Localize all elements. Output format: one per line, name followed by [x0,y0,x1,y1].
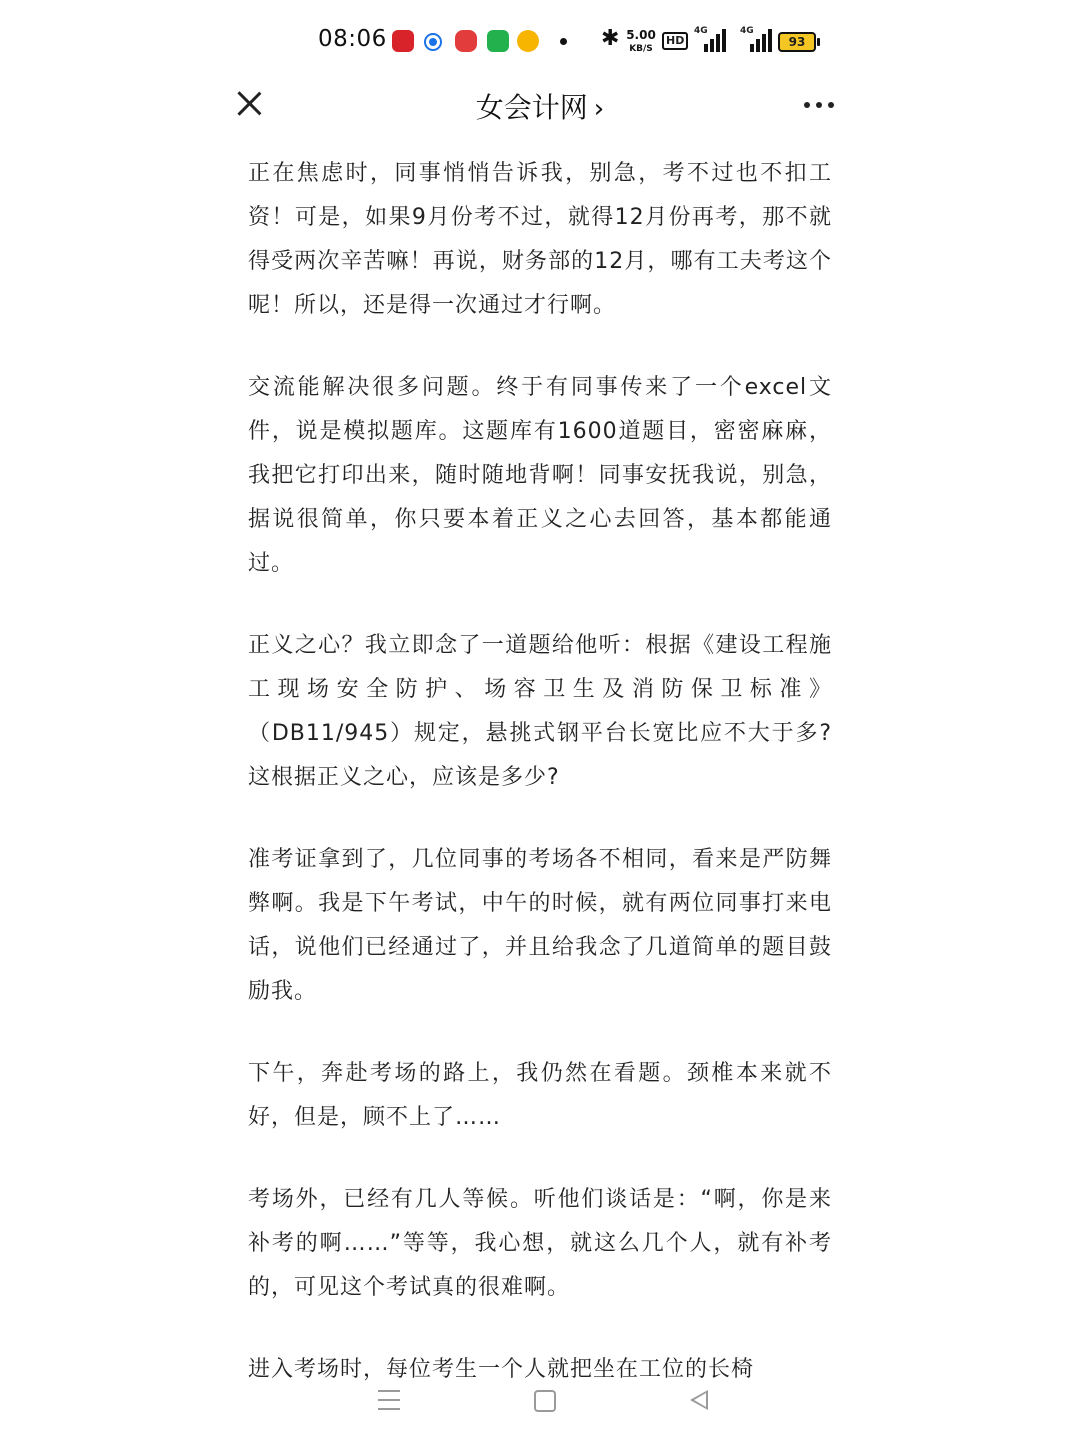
app-notification-icon [455,30,477,52]
article-paragraph: 正在焦虑时，同事悄悄告诉我，别急，考不过也不扣工资！可是，如果9月份考不过，就得12月份再考，那不就得受两次辛苦嘛！再说，财务部的12月，哪有工夫考这个呢！所以，还是得一次通过才行啊。 [248,161,832,318]
signal-strength-icon: 4G [740,28,770,52]
system-nav-bar [0,1362,1080,1439]
article-paragraph: 进入考场时，每位考生一个人就把坐在工位的长椅 [248,1357,755,1382]
title-bar [0,84,1080,130]
hd-voice-badge: HD [662,32,688,50]
status-time: 08:06 [318,26,387,52]
status-bar [0,0,1080,84]
more-notifications-dot-icon [560,38,567,45]
account-title-link[interactable] [0,86,1080,126]
bluetooth-icon: ✱ [601,26,620,51]
battery-icon: 93 [778,32,816,52]
back-icon[interactable] [690,1390,708,1410]
network-speed: 5.00 KB/S [626,28,656,54]
page-title[interactable]: 女会计网 [475,91,588,124]
home-icon[interactable] [534,1390,556,1412]
weibo-notification-icon [517,30,539,52]
app-notification-icon [487,30,509,52]
app-notification-icon [392,30,414,52]
menu-icon[interactable] [378,1390,400,1410]
signal-strength-icon: 4G [694,28,724,52]
app-notification-icon [424,33,442,51]
more-icon[interactable] [804,102,834,108]
chevron-right-icon[interactable]: › [593,94,605,124]
article-paragraph: 考场外，已经有几人等候。听他们谈话是：“啊，你是来补考的啊……”等等，我心想，就这么几个人，就有补考的，可见这个考试真的很难啊。 [248,1187,832,1300]
article-paragraph: 准考证拿到了，几位同事的考场各不相同，看来是严防舞弊啊。我是下午考试，中午的时候，就有两位同事打来电话，说他们已经通过了，并且给我念了几道简单的题目鼓励我。 [248,847,832,1004]
article-body[interactable] [248,152,832,1382]
article-paragraph: 交流能解决很多问题。终于有同事传来了一个excel文件，说是模拟题库。这题库有1600道题目，密密麻麻，我把它打印出来，随时随地背啊！同事安抚我说，别急，据说很简单，你只要本着正义之心去回答，基本都能通过。 [248,375,832,576]
article-paragraph: 正义之心？我立即念了一道题给他听：根据《建设工程施工现场安全防护、场容卫生及消防保卫标准》（DB11/945）规定，悬挑式钢平台长宽比应不大于多?这根据正义之心，应该是多少? [248,633,832,790]
article-paragraph: 下午，奔赴考场的路上，我仍然在看题。颈椎本来就不好，但是，顾不上了…… [248,1061,832,1130]
